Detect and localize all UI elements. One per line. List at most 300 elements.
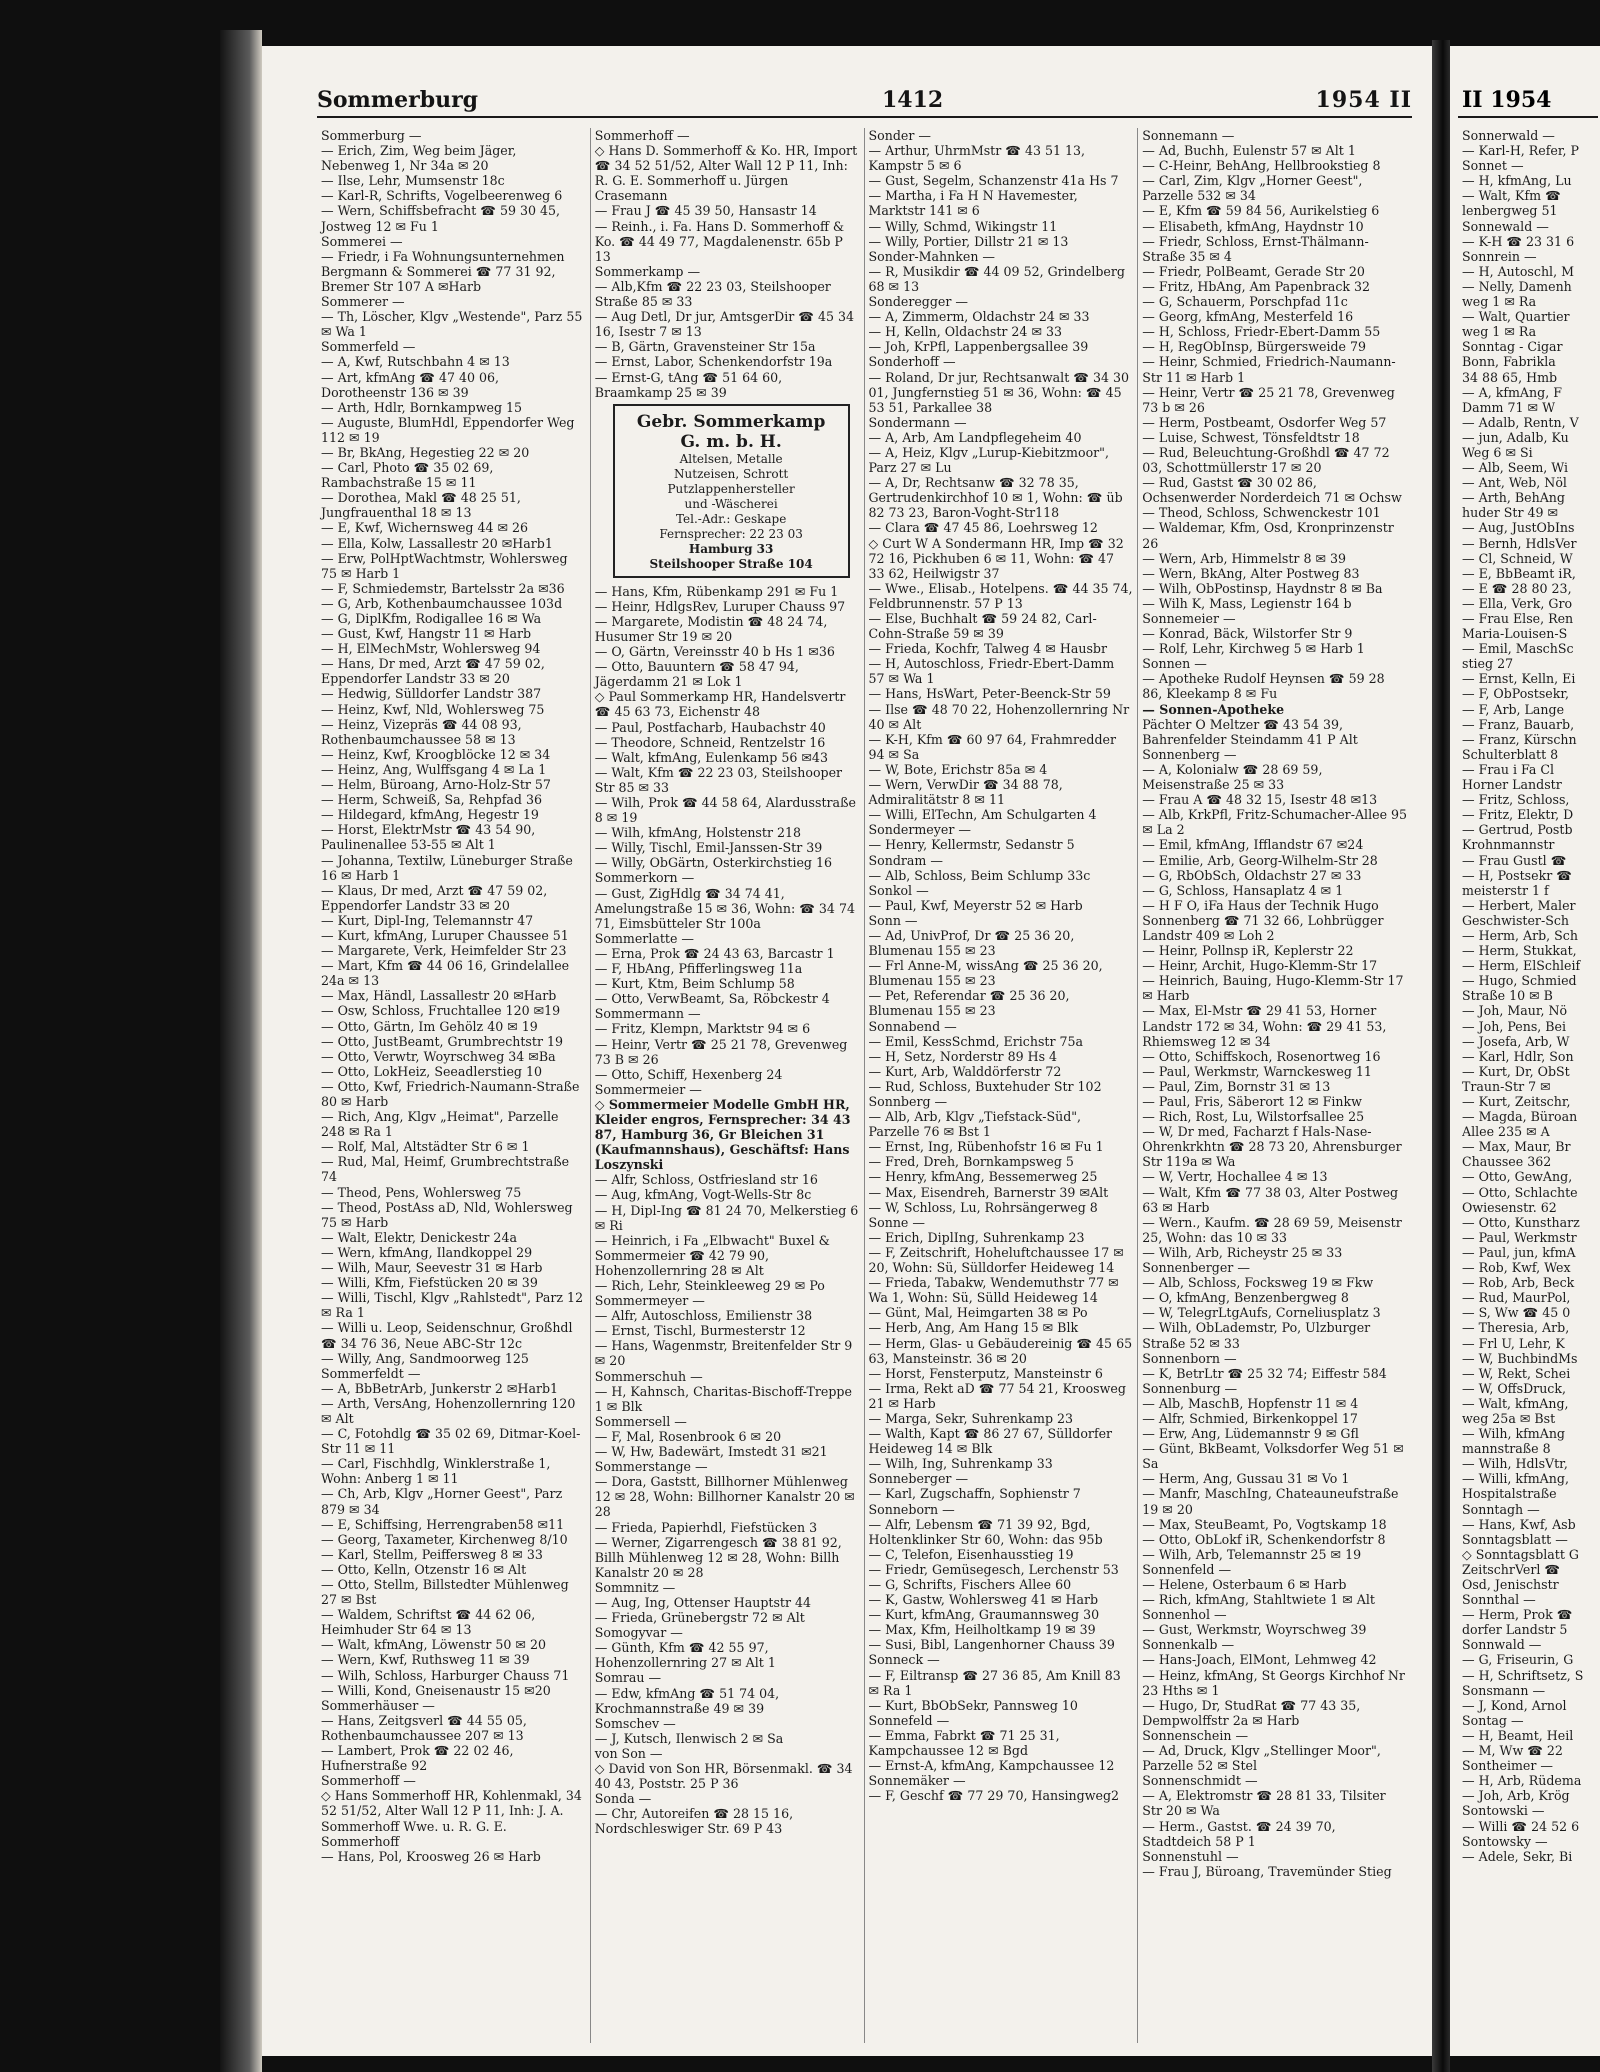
directory-entry: ◇ Sommermeier Modelle GmbH HR, Kleider engros, Fernsprecher: 34 43 87, Hamburg 36, Gr Bleichen 31 (Kaufmannshaus), Geschäftsf: Hans Loszynski: [594, 1096, 855, 1173]
directory-entry: — Alb, KrkPfl, Fritz-Schumacher-Allee 95 ✉ La 2: [1142, 807, 1412, 838]
directory-entry: — Theodore, Schneid, Rentzelstr 16: [594, 734, 826, 750]
next-page-entry: — Joh, Pens, Bei: [1462, 1018, 1567, 1034]
directory-entry: von Son —: [594, 1745, 663, 1761]
directory-entry: Sonnenfeld —: [1142, 1561, 1232, 1577]
next-page-entry: stieg 27: [1462, 656, 1514, 672]
next-page-entry: 34 88 65, Hmb: [1462, 369, 1558, 385]
directory-entry: — Kurt, Arb, Walddörferstr 72: [868, 1063, 1062, 1079]
next-page-entry: Straße 10 ✉ B: [1462, 988, 1553, 1004]
directory-entry: — Carl, Zim, Klgv „Horner Geest", Parzelle 532 ✉ 34: [1142, 173, 1367, 204]
directory-entry: Sonnenberg —: [1142, 746, 1237, 762]
directory-entry: — Heinr, Vertr ☎ 25 21 78, Grevenweg 73 b ✉ 26: [1142, 384, 1399, 415]
directory-entry: — Herm, Postbeamt, Osdorfer Weg 57: [1142, 414, 1387, 430]
next-page-entry: — Joh, Arb, Krög: [1462, 1788, 1570, 1804]
directory-entry: — Heinz, kfmAng, St Georgs Kirchhof Nr 23 Hths ✉ 1: [1142, 1667, 1409, 1698]
directory-entry: ◇ Curt W A Sondermann HR, Imp ☎ 32 72 16, Pickhuben 6 ✉ 11, Wohn: ☎ 47 33 62, Heilwigstr 37: [868, 535, 1128, 581]
directory-entry: — Rich, Lehr, Steinkleeweg 29 ✉ Po: [594, 1278, 825, 1293]
directory-entry: — O, kfmAng, Benzenbergweg 8: [1142, 1290, 1349, 1306]
directory-entry: — Otto, Schiffskoch, Rosenortweg 16: [1142, 1048, 1381, 1064]
columns: [317, 128, 1412, 2043]
directory-entry: Sonnabend —: [868, 1018, 957, 1034]
next-page-entry: — H, Arb, Rüdema: [1462, 1773, 1582, 1789]
directory-entry: — W, Hw, Badewärt, Imstedt 31 ✉21: [594, 1444, 828, 1460]
directory-entry: — Willi, Kond, Gneisenaustr 15 ✉20: [321, 1682, 551, 1698]
ad-line: Altelsen, Metalle: [679, 451, 783, 466]
directory-entry: — Friedr, PolBeamt, Gerade Str 20: [1142, 263, 1365, 279]
directory-entry: — Herm, Glas- u Gebäudereinig ☎ 45 65 63, Mansteinstr. 36 ✉ 20: [868, 1335, 1137, 1366]
directory-entry: — C, Telefon, Eisenhausstieg 19: [868, 1546, 1074, 1562]
next-page-entry: — J, Kond, Arnol: [1462, 1697, 1567, 1713]
directory-entry: — Hans, Pol, Kroosweg 26 ✉ Harb: [321, 1848, 541, 1864]
directory-entry: — Elisabeth, kfmAng, Haydnstr 10: [1142, 218, 1364, 234]
directory-entry: Sonnemann —: [1142, 128, 1235, 143]
directory-entry: — Kurt, Dipl-Ing, Telemannstr 47: [321, 912, 534, 928]
directory-entry: — Hugo, Dr, StudRat ☎ 77 43 35, Dempwolffstr 2a ✉ Harb: [1142, 1697, 1365, 1728]
directory-entry: Sommerstange —: [594, 1459, 708, 1475]
directory-entry: — A, Zimmerm, Oldachstr 24 ✉ 33: [868, 309, 1090, 325]
next-page-entry: Sonnerwald —: [1462, 128, 1555, 143]
directory-entry: — Otto, LokHeiz, Seeadlerstieg 10: [321, 1063, 543, 1079]
next-page-entry: weg 1 ✉ Ra: [1462, 294, 1537, 310]
directory-entry: — Rich, Rost, Lu, Wilstorfsallee 25: [1142, 1109, 1365, 1125]
next-page-entry: Sonntagsblatt —: [1462, 1531, 1568, 1547]
directory-entry: — Erich, Zim, Weg beim Jäger, Nebenweg 1, Nr 34a ✉ 20: [321, 143, 521, 174]
directory-entry: — H, Schloss, Friedr-Ebert-Damm 55: [1142, 324, 1381, 340]
next-page-entry: — Ella, Verk, Gro: [1462, 595, 1573, 611]
directory-entry: — Ernst, Ing, Rübenhofstr 16 ✉ Fu 1: [868, 1139, 1104, 1155]
directory-entry: Sommerkamp —: [594, 263, 701, 279]
directory-entry: — Martha, i Fa H N Havemester, Marktstr 141 ✉ 6: [868, 188, 1082, 219]
directory-entry: Sonda —: [594, 1791, 652, 1807]
column-4: [1138, 128, 1412, 2043]
directory-entry: — Walt, kfmAng, Eulenkamp 56 ✉43: [594, 749, 828, 765]
directory-entry: — Kurt, kfmAng, Luruper Chaussee 51: [321, 927, 569, 943]
directory-entry: — F, Mal, Rosenbrook 6 ✉ 20: [594, 1428, 782, 1444]
directory-entry: — Walt, Elektr, Denickestr 24a: [321, 1229, 517, 1245]
directory-entry: — E, Kwf, Wichernsweg 44 ✉ 26: [321, 520, 529, 536]
directory-entry: — Hans, Wagenmstr, Breitenfelder Str 9 ✉ 20: [594, 1338, 857, 1369]
directory-entry: — Margarete, Modistin ☎ 48 24 74, Husumer Str 19 ✉ 20: [594, 613, 832, 644]
directory-entry: — Otto, Kelln, Otzenstr 16 ✉ Alt: [321, 1561, 527, 1577]
directory-entry: Somschev —: [594, 1715, 676, 1731]
directory-entry: — Margarete, Verk, Heimfelder Str 23: [321, 943, 567, 959]
directory-entry: — Wwe., Elisab., Hotelpens. ☎ 44 35 74, Feldbrunnenstr. 57 P 13: [868, 580, 1137, 611]
next-page-entry: — Paul, Werkmstr: [1462, 1229, 1577, 1245]
left-page-edge: [220, 30, 262, 2072]
directory-entry: — Werner, Zigarrengesch ☎ 38 81 92, Billh Mühlenweg 12 ✉ 28, Wohn: Billh Kanalstr 20 ✉ 28: [594, 1534, 846, 1580]
directory-entry: — H F O, iFa Haus der Technik Hugo Sonnenberg ☎ 71 32 66, Lohbrügger Landstr 409 ✉ Loh 2: [1142, 897, 1388, 943]
directory-entry: — Otto, Kwf, Friedrich-Naumann-Straße 80 ✉ Harb: [321, 1078, 584, 1109]
directory-entry: — Rud, Mal, Heimf, Grumbrechtstraße 74: [321, 1154, 574, 1185]
next-page-entry: dorfer Landstr 5: [1462, 1622, 1568, 1638]
directory-entry: — Reinh., i. Fa. Hans D. Sommerhoff & Ko. ☎ 44 49 77, Magdalenenstr. 65b P 13: [594, 218, 849, 264]
directory-entry: ◇ Paul Sommerkamp HR, Handelsvertr ☎ 45 63 73, Eichenstr 48: [594, 689, 850, 720]
directory-entry: — Heinrich, Bauing, Hugo-Klemm-Str 17 ✉ Harb: [1142, 973, 1408, 1004]
directory-entry: Sommerhäuser —: [321, 1697, 435, 1713]
directory-entry: — A, Kwf, Rutschbahn 4 ✉ 13: [321, 354, 510, 370]
directory-entry: Sonder —: [868, 128, 931, 143]
directory-entry: — F, Eiltransp ☎ 27 36 85, Am Knill 83 ✉ Ra 1: [868, 1667, 1125, 1698]
next-page-entry: — Otto, Kunstharz: [1462, 1214, 1580, 1230]
ad-city: Hamburg 33: [688, 541, 774, 556]
next-page-entry: — Karl, Hdlr, Son: [1462, 1048, 1574, 1064]
directory-entry: — Georg, Taxameter, Kirchenweg 8/10: [321, 1531, 568, 1547]
next-page-entry: — Frau Gustl ☎: [1462, 852, 1567, 868]
directory-entry: — Manfr, MaschIng, Chateauneufstraße 19 ✉ 20: [1142, 1486, 1403, 1517]
directory-entry: — G, Arb, Kothenbaumchaussee 103d: [321, 595, 563, 611]
directory-entry: Sonderhoff —: [868, 354, 956, 370]
directory-entry: — Helm, Büroang, Arno-Holz-Str 57: [321, 777, 551, 793]
directory-entry: — Gust, ZigHdlg ☎ 34 74 41, Amelungstraße 15 ✉ 36, Wohn: ☎ 34 74 71, Eimsbütteler Str 100a: [594, 885, 859, 931]
directory-entry: Sondram —: [868, 852, 943, 868]
directory-page: [262, 46, 1432, 2056]
next-page-entry: — Fritz, Schloss,: [1462, 792, 1570, 808]
directory-entry: Sonnenhol —: [1142, 1607, 1227, 1623]
directory-entry: — Ad, UnivProf, Dr ☎ 25 36 20, Blumenau 155 ✉ 23: [868, 927, 1079, 959]
next-page-entry: — Adele, Sekr, Bi: [1462, 1848, 1573, 1864]
directory-entry: — Paul, Werkmstr, Warnckesweg 11: [1142, 1063, 1372, 1079]
next-page-entry: — Gertrud, Postb: [1462, 822, 1573, 838]
directory-entry: — Wilh, Ing, Suhrenkamp 33: [868, 1456, 1053, 1472]
next-page-entry: — W, BuchbindMs: [1462, 1350, 1578, 1366]
next-page-entry: — Otto, Schlachte: [1462, 1184, 1578, 1200]
next-page-entry: — F, ObPostsekr,: [1462, 686, 1570, 702]
column-1: [317, 128, 591, 2043]
directory-entry: — Heinz, Ang, Wulffsgang 4 ✉ La 1: [321, 761, 547, 777]
next-page-entry: — Frl U, Lehr, K: [1462, 1335, 1565, 1351]
next-page-column: [1462, 128, 1598, 2043]
directory-entry: — Fritz, HbAng, Am Papenbrack 32: [1142, 278, 1371, 294]
directory-entry: Sonnefeld —: [868, 1712, 950, 1728]
next-page-entry: Sonnet —: [1462, 158, 1524, 174]
next-page-entry: — Kurt, Zeitschr,: [1462, 1094, 1571, 1109]
next-page-entry: — Rob, Arb, Beck: [1462, 1275, 1575, 1291]
directory-entry: — Aug Detl, Dr jur, AmtsgerDir ☎ 45 34 16, Isestr 7 ✉ 13: [594, 309, 859, 340]
directory-entry: — Alb, Schloss, Focksweg 19 ✉ Fkw: [1142, 1275, 1374, 1291]
directory-entry: — Wern, Arb, Himmelstr 8 ✉ 39: [1142, 550, 1347, 566]
directory-entry: — Frau J, Büroang, Travemünder Stieg: [1142, 1863, 1392, 1879]
directory-entry: — Ernst, Tischl, Burmesterstr 12: [594, 1323, 806, 1339]
directory-entry: Sonnenberger —: [1142, 1260, 1250, 1276]
directory-entry: — Else, Buchhalt ☎ 59 24 82, Carl-Cohn-Straße 59 ✉ 39: [868, 611, 1097, 642]
directory-entry: — Otto, Schiff, Hexenberg 24: [594, 1066, 783, 1082]
directory-entry: — Ad, Druck, Klgv „Stellinger Moor", Parzelle 52 ✉ Stel: [1142, 1743, 1385, 1774]
directory-entry: — Frieda, Grünebergstr 72 ✉ Alt: [594, 1610, 805, 1626]
directory-entry: Sommermann —: [594, 1006, 701, 1022]
next-page-entry: — jun, Adalb, Ku: [1462, 429, 1569, 445]
directory-entry: — Heinr, HdlgsRev, Luruper Chauss 97: [594, 598, 846, 614]
directory-entry: Sonnen —: [1142, 656, 1207, 672]
directory-entry: — Max, Händl, Lassallestr 20 ✉Harb: [321, 988, 557, 1004]
directory-entry: — Gust, Werkmstr, Woyrschweg 39: [1142, 1622, 1367, 1638]
directory-entry: — Kurt, kfmAng, Graumannsweg 30: [868, 1607, 1100, 1623]
next-page-entry: — A, kfmAng, F: [1462, 384, 1562, 400]
directory-entry: — Lambert, Prok ☎ 22 02 46, Hufnerstraße 92: [321, 1743, 518, 1774]
directory-entry: — G, Schauerm, Porschpfad 11c: [1142, 294, 1348, 310]
directory-entry: — G, Schloss, Hansaplatz 4 ✉ 1: [1142, 882, 1344, 898]
next-page-entry: Osd, Jenischstr: [1462, 1577, 1559, 1592]
directory-entry: Sonnemeier —: [1142, 611, 1236, 626]
next-page-entry: ◇ Sonntagsblatt G: [1462, 1546, 1579, 1562]
page-header: [317, 86, 1412, 118]
directory-entry: — Herm, Ang, Gussau 31 ✉ Vo 1: [1142, 1471, 1350, 1487]
next-page-entry: — F, Arb, Lange: [1462, 701, 1565, 717]
next-page-entry: Maria-Louisen-S: [1462, 626, 1568, 642]
next-page-entry: — Magda, Büroan: [1462, 1109, 1578, 1125]
directory-entry: — Hans-Joach, ElMont, Lehmweg 42: [1142, 1652, 1377, 1668]
directory-entry: — H, ElMechMstr, Wohlersweg 94: [321, 641, 541, 657]
directory-entry: — Ilse, Lehr, Mumsenstr 18c: [321, 173, 505, 189]
next-page-entry: Sonnwald —: [1462, 1637, 1542, 1653]
next-page-entry: Sontowsky —: [1462, 1833, 1548, 1849]
next-page-entry: Sonsmann —: [1462, 1682, 1546, 1698]
ad-telegram: Tel.-Adr.: Geskape: [675, 511, 787, 526]
directory-entry: Sonnenkalb —: [1142, 1637, 1235, 1653]
directory-entry: Sonnenschein —: [1142, 1727, 1249, 1743]
next-page-entry: — Wilh, kfmAng: [1462, 1426, 1565, 1442]
directory-entry: — Wilh, ObPostinsp, Haydnstr 8 ✉ Ba: [1142, 580, 1383, 596]
directory-entry: — Emil, kfmAng, Ifflandstr 67 ✉24: [1142, 837, 1364, 853]
directory-entry: — Wilh, Arb, Richeystr 25 ✉ 33: [1142, 1244, 1343, 1260]
next-page-edge: [1450, 46, 1600, 2056]
ad-line: Putzlappenhersteller: [667, 481, 795, 496]
directory-entry: Somrau —: [594, 1670, 662, 1686]
directory-entry: — Otto, Bauuntern ☎ 58 47 94, Jägerdamm 21 ✉ Lok 1: [594, 659, 803, 690]
directory-entry: — W, Vertr, Hochallee 4 ✉ 13: [1142, 1169, 1328, 1185]
directory-entry: — R, Musikdir ☎ 44 09 52, Grindelberg 68 ✉ 13: [868, 263, 1129, 294]
next-page-entry: huder Str 49 ✉: [1462, 505, 1559, 521]
directory-entry: — Sonnen-Apotheke: [1142, 701, 1285, 717]
directory-entry: — Friedr, Gemüsegesch, Lerchenstr 53: [868, 1561, 1119, 1577]
directory-entry: Sommerburg —: [321, 128, 422, 143]
next-page-entry: — Paul, jun, kfmA: [1462, 1244, 1576, 1260]
directory-entry: — Kurt, Ktm, Beim Schlump 58: [594, 976, 795, 992]
next-page-entry: — E, BbBeamt iR,: [1462, 565, 1576, 581]
directory-entry: — Heinr, Schmied, Friedrich-Naumann-Str 11 ✉ Harb 1: [1142, 354, 1396, 385]
directory-entry: — K, Gastw, Wohlersweg 41 ✉ Harb: [868, 1592, 1099, 1608]
directory-entry: — H, Dipl-Ing ☎ 81 24 70, Melkerstieg 6 ✉ Ri: [594, 1202, 863, 1233]
directory-entry: — Arth, VersAng, Hohenzollernring 120 ✉ Alt: [321, 1395, 580, 1426]
directory-entry: — Rolf, Mal, Altstädter Str 6 ✉ 1: [321, 1139, 530, 1155]
next-page-header: [1458, 86, 1598, 118]
directory-entry: — Günt, Mal, Heimgarten 38 ✉ Po: [868, 1305, 1088, 1321]
advertisement-box: [613, 404, 850, 578]
directory-entry: — Waldem, Schriftst ☎ 44 62 06, Heimhuder Str 64 ✉ 13: [321, 1607, 540, 1638]
column-2: [591, 128, 865, 2043]
directory-entry: — Carl, Photo ☎ 35 02 69, Rambachstraße 15 ✉ 11: [321, 460, 498, 491]
next-page-entry: — Ernst, Kelln, Ei: [1462, 671, 1576, 687]
directory-entry: Sonneborn —: [868, 1501, 955, 1517]
directory-entry: Sommerkorn —: [594, 870, 695, 886]
next-page-entry: Sonnewald —: [1462, 218, 1549, 234]
next-page-entry: Sonntagh —: [1462, 1501, 1540, 1517]
directory-entry: — Ernst, Labor, Schenkendorfstr 19a: [594, 354, 833, 370]
directory-entry: Sonnenborn —: [1142, 1350, 1237, 1366]
next-page-entry: — Rob, Kwf, Wex: [1462, 1260, 1571, 1276]
directory-entry: — Hans, Kfm, Rübenkamp 291 ✉ Fu 1: [594, 583, 839, 599]
next-page-entry: — Bernh, HdlsVer: [1462, 535, 1577, 551]
next-page-entry: Sontowski —: [1462, 1803, 1545, 1819]
directory-entry: — A, Arb, Am Landpflegeheim 40: [868, 429, 1082, 445]
next-page-entry: — Frau i Fa Cl: [1462, 761, 1555, 777]
directory-entry: — Günt, BkBeamt, Volksdorfer Weg 51 ✉ Sa: [1142, 1441, 1408, 1472]
directory-entry: — Konrad, Bäck, Wilstorfer Str 9: [1142, 626, 1353, 642]
directory-entry: — Klaus, Dr med, Arzt ☎ 47 59 02, Eppendorfer Landstr 33 ✉ 20: [321, 882, 552, 913]
directory-entry: — Herm, Schweiß, Sa, Rehpfad 36: [321, 792, 542, 808]
directory-entry: — Emma, Fabrkt ☎ 71 25 31, Kampchaussee 12 ✉ Bgd: [868, 1727, 1064, 1759]
next-page-entry: — Rud, MaurPol,: [1462, 1290, 1571, 1306]
directory-entry: — O, Gärtn, Vereinsstr 40 b Hs 1 ✉36: [594, 644, 835, 660]
next-page-entry: — M, Ww ☎ 22: [1462, 1743, 1563, 1759]
directory-entry: — Willy, Ang, Sandmoorweg 125: [321, 1350, 529, 1366]
next-page-entry: Weg 6 ✉ Si: [1462, 444, 1533, 460]
directory-entry: — Paul, Postfacharb, Haubachstr 40: [594, 719, 826, 735]
next-page-entry: — Emil, MaschSc: [1462, 641, 1574, 657]
directory-entry: — Ad, Buchh, Eulenstr 57 ✉ Alt 1: [1142, 143, 1356, 159]
directory-entry: — Frau A ☎ 48 32 15, Isestr 48 ✉13: [1142, 792, 1378, 808]
directory-entry: Sommnitz —: [594, 1579, 676, 1595]
directory-entry: Sondermann —: [868, 414, 967, 430]
next-page-entry: — Nelly, Damenh: [1462, 278, 1572, 294]
directory-entry: — J, Kutsch, Ilenwisch 2 ✉ Sa: [594, 1730, 784, 1746]
directory-entry: — Helene, Osterbaum 6 ✉ Harb: [1142, 1577, 1347, 1592]
next-page-entry: — Otto, GewAng,: [1462, 1169, 1573, 1185]
directory-entry: — Alb, MaschB, Hopfenstr 11 ✉ 4: [1142, 1395, 1359, 1411]
next-page-entry: Damm 71 ✉ W: [1462, 399, 1556, 415]
directory-entry: — Otto, Verwtr, Woyrschweg 34 ✉Ba: [321, 1048, 556, 1064]
running-head: Sommerburg: [317, 87, 479, 113]
directory-entry: — Arth, Hdlr, Bornkampweg 15: [321, 399, 523, 415]
next-page-entry: — H, Autoschl, M: [1462, 263, 1574, 279]
directory-entry: — Heinr, Vertr ☎ 25 21 78, Grevenweg 73 B ✉ 26: [594, 1036, 852, 1067]
directory-entry: Sommerhoff —: [321, 1773, 416, 1789]
directory-entry: — G, Schrifts, Fischers Allee 60: [868, 1577, 1072, 1592]
directory-entry: — W, Dr med, Facharzt f Hals-Nase-Ohrenkrkhtn ☎ 28 73 20, Ahrensburger Str 119a ✉ Wa: [1142, 1124, 1406, 1170]
next-page-entry: Sonnrein —: [1462, 248, 1537, 264]
next-page-year: II 1954: [1462, 87, 1552, 113]
directory-entry: — Frau J ☎ 45 39 50, Hansastr 14: [594, 203, 817, 219]
next-page-entry: Allee 235 ✉ A: [1462, 1124, 1550, 1140]
directory-entry: Sommermeier —: [594, 1081, 702, 1097]
directory-entry: — Willi, Kfm, Fiefstücken 20 ✉ 39: [321, 1275, 538, 1291]
directory-entry: — Max, Kfm, Heilholtkamp 19 ✉ 39: [868, 1622, 1096, 1638]
directory-entry: — Th, Löscher, Klgv „Westende", Parz 55 ✉ Wa 1: [321, 309, 587, 340]
directory-entry: — Rud, Beleuchtung-Großhdl ☎ 47 72 03, Schottmüllerstr 17 ✉ 20: [1142, 444, 1394, 476]
directory-entry: — Wern., Kaufm. ☎ 28 69 59, Meisenstr 25, Wohn: das 10 ✉ 33: [1142, 1214, 1406, 1245]
directory-entry: Sonn —: [868, 912, 918, 928]
next-page-entry: Krohnmannstr: [1462, 837, 1555, 853]
directory-entry: — Theod, Schloss, Schwenckestr 101: [1142, 505, 1381, 521]
directory-entry: — Chr, Autoreifen ☎ 28 15 16, Nordschleswiger Str. 69 P 43: [594, 1806, 798, 1837]
directory-entry: Sommerschuh —: [594, 1368, 703, 1384]
directory-entry: — Wern, VerwDir ☎ 34 88 78, Admiralitätstr 8 ✉ 11: [868, 777, 1067, 808]
directory-entry: — Rich, kfmAng, Stahltwiete 1 ✉ Alt: [1142, 1592, 1375, 1608]
directory-entry: ◇ David von Son HR, Börsenmakl. ☎ 34 40 43, Poststr. 25 P 36: [594, 1761, 857, 1792]
next-page-entry: — H, kfmAng, Lu: [1462, 173, 1572, 189]
next-page-entry: Sonntag - Cigar: [1462, 339, 1563, 355]
directory-entry: — F, Zeitschrift, Hoheluftchaussee 17 ✉20, Wohn: Sü, Sülldorfer Heideweg 14: [868, 1244, 1124, 1276]
next-page-entry: — Franz, Bauarb,: [1462, 716, 1575, 732]
directory-entry: — Max, SteuBeamt, Po, Vogtskamp 18: [1142, 1516, 1387, 1532]
directory-entry: — Wilh, Arb, Telemannstr 25 ✉ 19: [1142, 1546, 1362, 1562]
directory-entry: — Frl Anne-M, wissAng ☎ 25 36 20, Blumenau 155 ✉ 23: [868, 958, 1107, 989]
directory-entry: — F, HbAng, Pfifferlingsweg 11a: [594, 961, 803, 977]
directory-entry: Sommerfeldt —: [321, 1365, 421, 1381]
directory-entry: — Hans, Zeitgsverl ☎ 44 55 05, Rothenbaumchaussee 207 ✉ 13: [321, 1712, 531, 1743]
next-page-entry: lenbergweg 51: [1462, 203, 1558, 219]
directory-entry: ◇ Hans Sommerhoff HR, Kohlenmakl, 34 52 51/52, Alter Wall 12 P 11, Inh: J. A. Sommerhoff Wwe. u. R. G. E. Sommerhoff: [321, 1788, 586, 1849]
directory-entry: — Susi, Bibl, Langenhorner Chauss 39: [868, 1637, 1115, 1653]
directory-entry: — Aug, Ing, Ottenser Hauptstr 44: [594, 1594, 812, 1610]
ad-subtitle: G. m. b. H.: [680, 431, 782, 452]
directory-entry: — H, Setz, Norderstr 89 Hs 4: [868, 1048, 1058, 1064]
directory-entry: — Marga, Sekr, Suhrenkamp 23: [868, 1410, 1074, 1426]
directory-entry: — Willi, ElTechn, Am Schulgarten 4: [868, 807, 1097, 823]
next-page-entry: — Aug, JustObIns: [1462, 520, 1575, 536]
directory-entry: — Hans, Dr med, Arzt ☎ 47 59 02, Eppendorfer Landstr 33 ✉ 20: [321, 656, 549, 687]
directory-entry: — Theod, Pens, Wohlersweg 75: [321, 1184, 522, 1200]
directory-entry: — Ella, Kolw, Lassallestr 20 ✉Harb1: [321, 535, 553, 551]
next-page-entry: — Walt, kfmAng,: [1462, 1395, 1569, 1411]
directory-entry: — A, Dr, Rechtsanw ☎ 32 78 35, Gertrudenkirchhof 10 ✉ 1, Wohn: ☎ üb 82 73 23, Baron-Voght-Str118: [868, 475, 1127, 521]
next-page-entry: — Herm, Stukkat,: [1462, 943, 1577, 959]
directory-entry: — Wern, Schiffsbefracht ☎ 59 30 45, Jostweg 12 ✉ Fu 1: [321, 203, 565, 234]
directory-entry: Sonnenburg —: [1142, 1380, 1238, 1396]
next-page-entry: — S, Ww ☎ 45 0: [1462, 1305, 1571, 1321]
column-3: [865, 128, 1139, 2043]
next-page-entry: Owiesenstr. 62: [1462, 1199, 1557, 1215]
directory-entry: Sonderegger —: [868, 294, 969, 310]
next-page-entry: weg 25a ✉ Bst: [1462, 1410, 1556, 1426]
directory-entry: — A, Elektromstr ☎ 28 81 33, Tilsiter Str 20 ✉ Wa: [1142, 1788, 1390, 1819]
directory-entry: — Paul, Kwf, Meyerstr 52 ✉ Harb: [868, 897, 1083, 913]
directory-entry: — Dora, Gaststt, Billhorner Mühlenweg 12 ✉ 28, Wohn: Billhorner Kanalstr 20 ✉ 28: [594, 1474, 859, 1520]
directory-entry: — Otto, JustBeamt, Grumbrechtstr 19: [321, 1033, 564, 1049]
next-page-entry: — Max, Maur, Br: [1462, 1139, 1571, 1155]
next-page-entry: — Frau Else, Ren: [1462, 611, 1574, 626]
directory-entry: — Wern, kfmAng, Ilandkoppel 29: [321, 1244, 533, 1260]
next-page-entry: Geschwister-Sch: [1462, 912, 1569, 928]
directory-entry: — Br, BkAng, Hegestieg 22 ✉ 20: [321, 444, 530, 460]
next-page-entry: — Karl-H, Refer, P: [1462, 143, 1579, 159]
directory-entry: — Fred, Dreh, Bornkampsweg 5: [868, 1154, 1074, 1170]
directory-entry: ◇ Hans D. Sommerhoff & Ko. HR, Import ☎ 34 52 51/52, Alter Wall 12 P 11, Inh: R. G. E. Sommerhoff u. Jürgen Crasemann: [594, 143, 862, 204]
next-page-entry: — Theresia, Arb,: [1462, 1320, 1570, 1336]
directory-entry: — Frieda, Kochfr, Talweg 4 ✉ Hausbr: [868, 641, 1108, 657]
next-page-entry: Traun-Str 7 ✉: [1462, 1078, 1551, 1094]
directory-entry: — Walt, Kfm ☎ 22 23 03, Steilshooper Str 85 ✉ 33: [594, 764, 847, 795]
directory-entry: — Mart, Kfm ☎ 44 06 16, Grindelallee 24a ✉ 13: [321, 958, 574, 989]
directory-entry: — Dorothea, Makl ☎ 48 25 51, Jungfrauenthal 18 ✉ 13: [321, 490, 525, 521]
next-page-entry: — Walt, Quartier: [1462, 309, 1570, 325]
next-page-entry: Sontheimer —: [1462, 1758, 1553, 1774]
ad-line: Nutzeisen, Schrott: [674, 466, 789, 481]
directory-entry: — Ernst-A, kfmAng, Kampchaussee 12: [868, 1758, 1115, 1774]
next-page-entry: Horner Landstr: [1462, 777, 1562, 793]
directory-entry: — Heinz, Kwf, Nld, Wohlersweg 75: [321, 701, 545, 717]
directory-entry: — Irma, Rekt aD ☎ 77 54 21, Kroosweg 21 ✉ Harb: [868, 1380, 1130, 1411]
next-page-entry: — Walt, Kfm ☎: [1462, 188, 1561, 204]
directory-entry: — Walt, Kfm ☎ 77 38 03, Alter Postweg 63 ✉ Harb: [1142, 1184, 1403, 1215]
directory-entry: — Max, Eisendreh, Barnerstr 39 ✉Alt: [868, 1184, 1109, 1200]
directory-entry: — Heinrich, i Fa „Elbwacht" Buxel & Sommermeier ☎ 42 79 90, Hohenzollernring 28 ✉ Alt: [594, 1232, 834, 1278]
directory-entry: — C, Fotohdlg ☎ 35 02 69, Ditmar-Koel-Str 11 ✉ 11: [321, 1426, 581, 1457]
next-page-entry: — Adalb, Rentn, V: [1462, 414, 1579, 430]
directory-entry: — Arthur, UhrmMstr ☎ 43 51 13, Kampstr 5 ✉ 6: [868, 143, 1090, 174]
directory-entry: — Edw, kfmAng ☎ 51 74 04, Krochmannstraße 49 ✉ 39: [594, 1685, 784, 1716]
directory-entry: — Rud, Schloss, Buxtehuder Str 102: [868, 1078, 1102, 1094]
directory-entry: — E, Schiffsing, Herrengraben58 ✉11: [321, 1516, 565, 1532]
